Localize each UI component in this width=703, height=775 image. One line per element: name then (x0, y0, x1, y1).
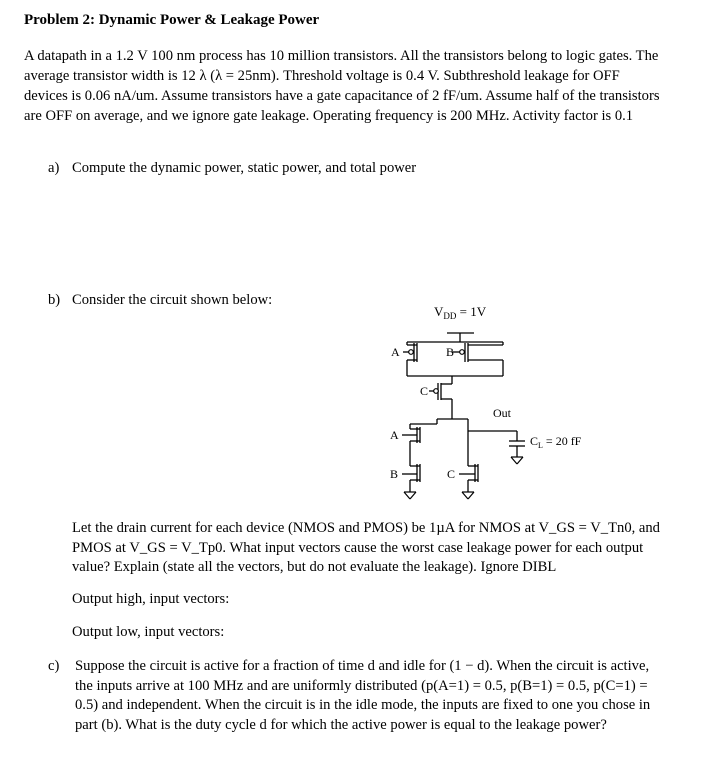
part-a-label: a) (48, 160, 60, 176)
part-b-body: Let the drain current for each device (NMOS and PMOS) be 1µA for NMOS at V_GS = V_Tn0, and PMOS at V_GS = V_Tp0. What input vectors cause the worst case leakage power for each output value? Explain (state all the vectors, but do not evaluate the leakage). Ignore DIBL (72, 520, 660, 575)
part-b-label: b) (48, 292, 61, 308)
nmos-a-label: A (390, 428, 399, 442)
problem-title: Problem 2: Dynamic Power & Leakage Power (24, 12, 320, 28)
pmos-a-label: A (391, 345, 400, 359)
pmos-a-bubble (409, 350, 414, 355)
part-a-text: Compute the dynamic power, static power, and total power (72, 160, 417, 176)
pmos-c-label: C (420, 384, 429, 398)
part-b-text: Consider the circuit shown below: (72, 292, 273, 308)
intro-text: A datapath in a 1.2 V 100 nm process has 10 million transistors. All the transistors belong to logic gates. The average transistor width is 12 λ (λ = 25nm). Threshold voltage is 0.4 V. Subthreshold leakage for OFF devices is 0.06 nA/um. Assume transistors have a gate capacitance of 2 fF/um. Assume half of the transistors are OFF on average, and we ignore gate leakage. Operating frequency is 200 MHz. Activity factor is 0.1 (24, 48, 660, 124)
pmos-b-label: B (446, 345, 455, 359)
nmos-c-label: C (447, 467, 456, 481)
answer-output-low: Output low, input vectors: (72, 624, 225, 640)
pmos-c-bubble (434, 389, 439, 394)
nmos-b-label: B (390, 467, 399, 481)
part-b (48, 290, 272, 310)
part-c-text: Suppose the circuit is active for a fraction of time d and idle for (1 − d). When the circuit is active, the inputs arrive at 100 MHz and are uniformly distributed (p(A=1) = 0.5, p(B=1) = 0.5, p(C=1) = 0.5) and independent. When the circuit is in the idle mode, the inputs are fixed to one you chose in part (b). What is the duty cycle d for which the active power is equal to the leakage power? (75, 658, 651, 733)
pmos-b-bubble (460, 350, 465, 355)
output-label: Out (493, 406, 511, 420)
problem-intro (24, 46, 664, 126)
load-cap-label: $C_L = 20$ fF (530, 434, 582, 450)
part-c (48, 657, 658, 735)
part-c-label: c) (48, 658, 60, 674)
part-a (48, 158, 416, 178)
answer-output-high: Output high, input vectors: (72, 591, 230, 607)
vdd-label: $V_{DD} = 1V$ (434, 304, 487, 321)
